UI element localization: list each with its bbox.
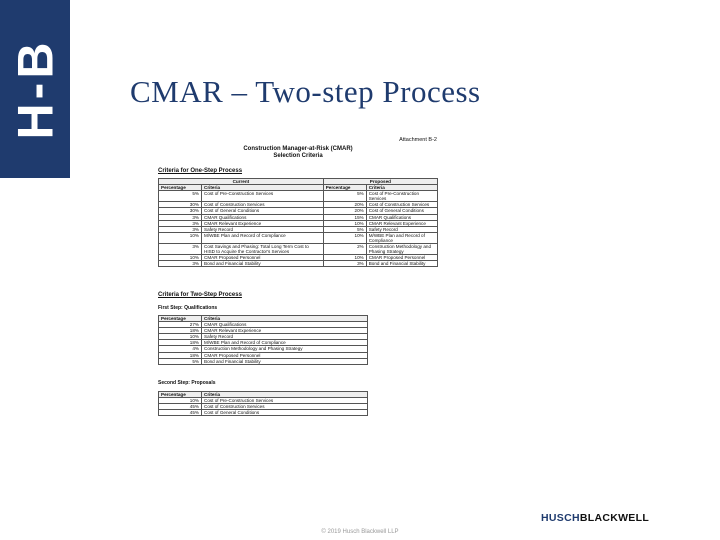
first-step-heading: First Step: Qualifications (158, 305, 218, 311)
criteria-cell: M/WBE Plan and Record of Compliance (366, 232, 437, 243)
current-header: Current (159, 179, 324, 185)
col-criteria: Criteria (202, 185, 324, 191)
col-percentage: Percentage (159, 316, 202, 322)
criteria-cell: Safety Record (202, 334, 368, 340)
percentage-cell: 18% (159, 328, 202, 334)
criteria-cell: M/WBE Plan and Record of Compliance (202, 232, 324, 243)
percentage-cell: 4% (159, 346, 202, 352)
criteria-cell: Cost of Pre-Construction Services (202, 191, 324, 202)
criteria-cell: Cost of Construction Services (202, 404, 368, 410)
slide-title: CMAR – Two-step Process (130, 74, 481, 109)
hb-logo-text: H-B (7, 38, 63, 140)
criteria-cell: CMAR Proposed Personnel (366, 255, 437, 261)
criteria-cell: CMAR Qualifications (202, 322, 368, 328)
attachment-label: Attachment B-2 (399, 137, 437, 143)
criteria-cell: Cost of General Conditions (366, 208, 437, 214)
percentage-cell: 27% (159, 322, 202, 328)
two-step-heading: Criteria for Two-Step Process (158, 292, 242, 298)
one-step-row (159, 232, 438, 243)
criteria-cell: CMAR Qualifications (366, 214, 437, 220)
criteria-cell: Safety Record (202, 226, 324, 232)
criteria-row (159, 410, 368, 416)
one-step-heading: Criteria for One-Step Process (158, 168, 243, 174)
criteria-cell: CMAR Relevant Experience (366, 220, 437, 226)
percentage-cell: 3% (159, 244, 202, 255)
one-step-row (159, 261, 438, 267)
percentage-cell: 3% (159, 220, 202, 226)
criteria-cell: Construction Methodology and Phasing Strategy (202, 346, 368, 352)
criteria-cell: Cost of Pre-Construction Services (366, 191, 437, 202)
col-percentage: Percentage (159, 185, 202, 191)
percentage-cell: 10% (323, 255, 366, 261)
percentage-cell: 20% (323, 208, 366, 214)
percentage-cell: 15% (323, 214, 366, 220)
criteria-cell: Bond and Financial Stability (366, 261, 437, 267)
percentage-cell: 3% (159, 261, 202, 267)
criteria-cell: Cost of General Conditions (202, 410, 368, 416)
col-criteria: Criteria (202, 392, 368, 398)
brand-husch: HUSCH (541, 512, 580, 524)
scanned-document (157, 118, 439, 423)
percentage-cell: 10% (323, 220, 366, 226)
criteria-cell: M/WBE Plan and Record of Compliance (202, 340, 368, 346)
hb-logo (0, 0, 70, 178)
percentage-cell: 30% (159, 208, 202, 214)
one-step-table (158, 178, 438, 267)
one-step-row (159, 191, 438, 202)
percentage-cell: 10% (323, 232, 366, 243)
criteria-cell: CMAR Qualifications (202, 214, 324, 220)
col-percentage: Percentage (323, 185, 366, 191)
percentage-cell: 2% (323, 244, 366, 255)
percentage-cell: 5% (323, 191, 366, 202)
percentage-cell: 3% (323, 261, 366, 267)
copyright-footer: © 2019 Husch Blackwell LLP (321, 529, 399, 535)
col-criteria: Criteria (202, 316, 368, 322)
percentage-cell: 45% (159, 404, 202, 410)
percentage-cell: 10% (159, 255, 202, 261)
criteria-cell: Bond and Financial Stability (202, 358, 368, 364)
col-percentage: Percentage (159, 392, 202, 398)
brand-blackwell: BLACKWELL (579, 512, 650, 524)
percentage-cell: 20% (323, 202, 366, 208)
criteria-cell: CMAR Proposed Personnel (202, 255, 324, 261)
document-title-line1: Construction Manager-at-Risk (CMAR) (243, 146, 353, 152)
criteria-cell: Bond and Financial Stability (202, 261, 324, 267)
criteria-cell: CMAR Relevant Experience (202, 220, 324, 226)
criteria-cell: Cost of Pre-Construction Services (202, 398, 368, 404)
col-criteria: Criteria (366, 185, 437, 191)
percentage-cell: 30% (159, 202, 202, 208)
percentage-cell: 5% (159, 191, 202, 202)
document-title (157, 146, 439, 160)
percentage-cell: 5% (323, 226, 366, 232)
one-step-row (159, 244, 438, 255)
percentage-cell: 3% (159, 214, 202, 220)
percentage-cell: 45% (159, 410, 202, 416)
criteria-cell: Construction Methodology and Phasing Strategy (366, 244, 437, 255)
criteria-cell: Cost of Construction Services (366, 202, 437, 208)
second-step-heading: Second Step: Proposals (158, 380, 216, 386)
criteria-cell: CMAR Proposed Personnel (202, 352, 368, 358)
percentage-cell: 18% (159, 340, 202, 346)
percentage-cell: 10% (159, 334, 202, 340)
percentage-cell: 10% (159, 232, 202, 243)
first-step-table (158, 315, 368, 365)
criteria-row (159, 358, 368, 364)
criteria-cell: Cost of General Conditions (202, 208, 324, 214)
criteria-cell: Cost of Construction Services (202, 202, 324, 208)
document-title-line2: Selection Criteria (273, 153, 323, 159)
second-step-table (158, 391, 368, 416)
percentage-cell: 5% (159, 358, 202, 364)
criteria-cell: CMAR Relevant Experience (202, 328, 368, 334)
percentage-cell: 10% (159, 398, 202, 404)
husch-blackwell-logo (541, 512, 649, 524)
criteria-cell: Cost Savings and Phasing: Total Long Term Cost to HISD to Acquire the Contractor's Services (202, 244, 324, 255)
proposed-header: Proposed (323, 179, 437, 185)
percentage-cell: 18% (159, 352, 202, 358)
criteria-cell: Safety Record (366, 226, 437, 232)
percentage-cell: 3% (159, 226, 202, 232)
